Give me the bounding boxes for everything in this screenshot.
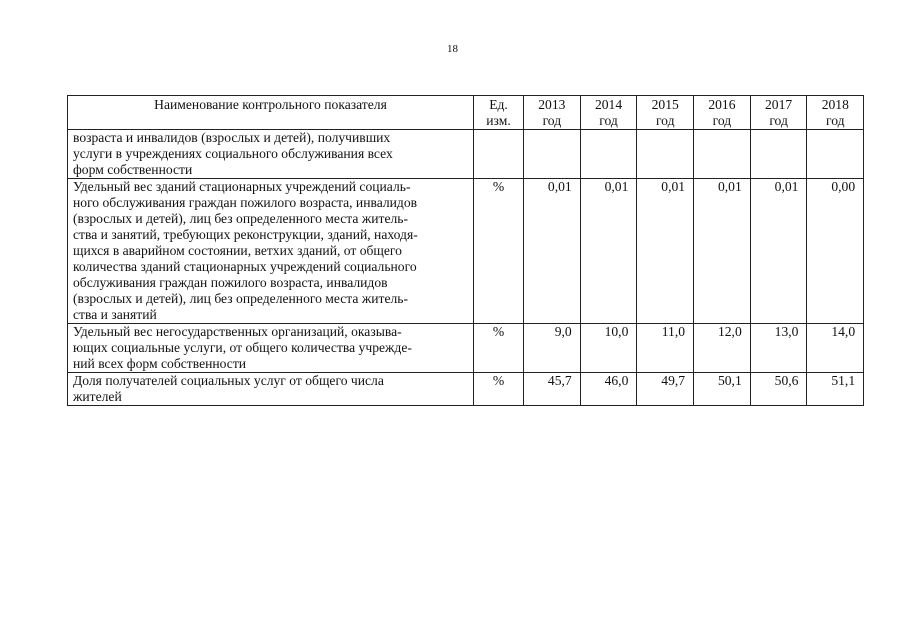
- value-cell-2016: 50,1: [694, 373, 751, 406]
- value-cell-2018: 0,00: [807, 179, 864, 324]
- value-cell-2017: 13,0: [750, 324, 807, 373]
- header-indicator-name: Наименование контрольного показателя: [68, 96, 474, 130]
- value-cell-2018: 51,1: [807, 373, 864, 406]
- table-row: [68, 179, 864, 324]
- value-cell-2018: 14,0: [807, 324, 864, 373]
- header-year-2014: 2014 год: [580, 96, 637, 130]
- value-cell-2016: 12,0: [694, 324, 751, 373]
- value-cell-2017: 50,6: [750, 373, 807, 406]
- value-cell-2013: 45,7: [524, 373, 581, 406]
- indicator-name-cell: Доля получателей социальных услуг от общего числа жителей: [68, 373, 474, 406]
- page-number: 18: [447, 43, 458, 55]
- value-cell-2013: [524, 130, 581, 179]
- value-cell-2017: [750, 130, 807, 179]
- table-row: [68, 130, 864, 179]
- value-cell-2018: [807, 130, 864, 179]
- header-year-2018: 2018 год: [807, 96, 864, 130]
- unit-cell: [474, 130, 524, 179]
- value-cell-2013: 9,0: [524, 324, 581, 373]
- value-cell-2013: 0,01: [524, 179, 581, 324]
- unit-cell: %: [474, 324, 524, 373]
- header-year-2016: 2016 год: [694, 96, 751, 130]
- value-cell-2016: 0,01: [694, 179, 751, 324]
- value-cell-2015: [637, 130, 694, 179]
- table-header-row: [68, 96, 864, 130]
- value-cell-2017: 0,01: [750, 179, 807, 324]
- indicator-name-cell: Удельный вес негосударственных организаций, оказыва- ющих социальные услуги, от общего количества учрежде- ний всех форм собственности: [68, 324, 474, 373]
- header-unit: Ед. изм.: [474, 96, 524, 130]
- value-cell-2014: 0,01: [580, 179, 637, 324]
- value-cell-2016: [694, 130, 751, 179]
- value-cell-2014: 10,0: [580, 324, 637, 373]
- unit-cell: %: [474, 179, 524, 324]
- header-year-2013: 2013 год: [524, 96, 581, 130]
- indicators-table: [67, 95, 864, 406]
- value-cell-2015: 11,0: [637, 324, 694, 373]
- indicator-name-cell: Удельный вес зданий стационарных учреждений социаль- ного обслуживания граждан пожилого возраста, инвалидов (взрослых и детей), лиц без определенного места житель- ства и занятий, требующих реконструкции, зданий, находя- щихся в аварийном состоянии, ветхих зданий, от общего количества зданий стационарных учреждений социального обслуживания граждан пожилого возраста, инвалидов (взрослых и детей), лиц без определенного места житель- ства и занятий: [68, 179, 474, 324]
- value-cell-2014: 46,0: [580, 373, 637, 406]
- table-row: [68, 324, 864, 373]
- indicator-name-cell: возраста и инвалидов (взрослых и детей), получивших услуги в учреждениях социального обслуживания всех форм собственности: [68, 130, 474, 179]
- table-row: [68, 373, 864, 406]
- value-cell-2015: 0,01: [637, 179, 694, 324]
- header-year-2015: 2015 год: [637, 96, 694, 130]
- unit-cell: %: [474, 373, 524, 406]
- value-cell-2015: 49,7: [637, 373, 694, 406]
- header-year-2017: 2017 год: [750, 96, 807, 130]
- value-cell-2014: [580, 130, 637, 179]
